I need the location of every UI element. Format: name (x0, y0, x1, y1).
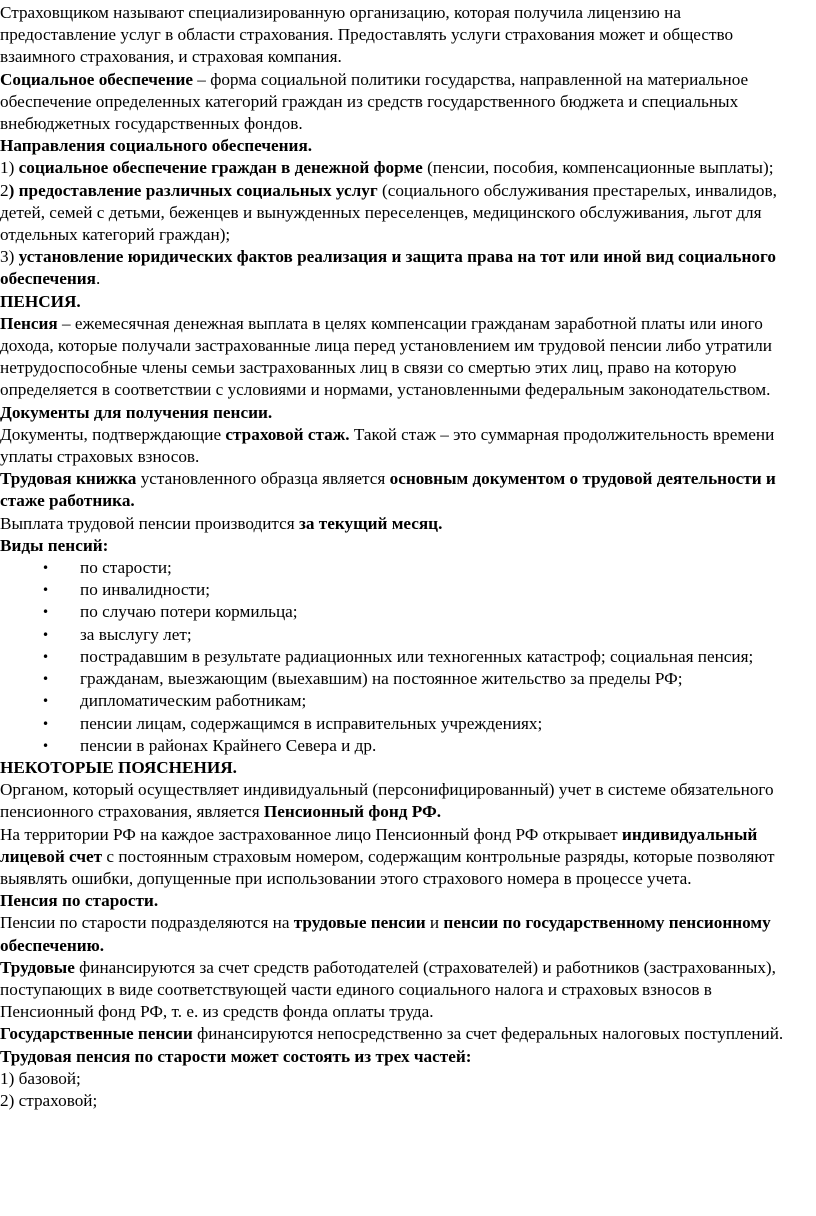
list-item: • по старости; (80, 557, 796, 579)
definition-text: – ежемесячная денежная выплата в целях компенсации гражданам заработной платы или иного дохода, которые получали застрахованные лица перед установлением им трудовой пенсии либо утратили нетрудоспособные члены семьи застрахованных лиц в связи со смертью этих лиц, право на которую определяется в соответствии с условиями и нормами, установленными федеральным законодательством. (0, 313, 772, 400)
list-item: • за выслугу лет; (80, 624, 796, 646)
term-social-security: Социальное обеспечение (0, 69, 193, 89)
paragraph-work-book (0, 468, 796, 512)
text: Такой стаж – это суммарная продолжительность времени уплаты страховых взносов. (0, 424, 775, 467)
paragraph-labour-financing (0, 957, 796, 1024)
term-personal-account: индивидуальный лицевой счет (0, 824, 758, 866)
direction-item-2 (0, 180, 796, 247)
text: с постоянным страховым номером, содержащим контрольные разряды, которые позволяют выявлять ошибки, допущенные при использовании этого страхового номера в процессе учета. (0, 846, 775, 888)
direction-item-3 (0, 246, 796, 290)
definition-text: – форма социальной политики государства, направленной на материальное обеспечение определенных категорий граждан из средств государственного бюджета и специальных внебюджетных государственных фондов. (0, 69, 749, 134)
list-item: • по случаю потери кормильца; (80, 601, 796, 623)
pension-types-list (0, 557, 796, 757)
text: финансируются за счет средств работодателей (страхователей) и работников (застрахованных), поступающих в виде соответствующей части единого социального налога и страховых взносов в Пенсионный фонд РФ, т. е. из средств фонда оплаты труда. (0, 957, 776, 1022)
text: На территории РФ на каждое застрахованное лицо Пенсионный фонд РФ открывает (0, 824, 622, 844)
direction-text: (пенсии, пособия, компенсационные выплаты); (422, 158, 774, 178)
part-item-2: 2) страховой; (0, 1090, 98, 1110)
paragraph-social-security (0, 69, 796, 136)
term-main-document: основным документом о трудовой деятельности и стаже работника. (0, 469, 776, 511)
term-pension: Пенсия (0, 313, 58, 333)
list-item: • по инвалидности; (80, 579, 796, 601)
paragraph-documents (0, 424, 796, 468)
term-labour: Трудовые (0, 957, 75, 977)
term-labour-pensions: трудовые пенсии (293, 913, 426, 933)
list-item: • гражданам, выезжающим (выехавшим) на постоянное жительство за пределы РФ; (80, 668, 796, 690)
term-current-month: за текущий месяц. (298, 513, 443, 533)
paragraph-pension-definition (0, 313, 796, 402)
heading-old-age-pension: Пенсия по старости. (0, 891, 159, 911)
direction-title: социальное обеспечение граждан в денежной форме (18, 158, 423, 178)
heading-documents: Документы для получения пенсии. (0, 402, 273, 422)
paragraph-payment (0, 513, 796, 535)
list-item: • пенсии лицам, содержащимся в исправительных учреждениях; (80, 713, 796, 735)
text: Выплата трудовой пенсии производится (0, 513, 299, 533)
text: финансируются непосредственно за счет федеральных налоговых поступлений. (192, 1024, 784, 1044)
term-state-pensions: Государственные пенсии (0, 1024, 193, 1044)
direction-title: ) предоставление различных социальных услуг (8, 180, 378, 200)
text: Органом, который осуществляет индивидуальный (персонифицированный) учет в системе обязательного пенсионного страхования, является (0, 780, 774, 822)
text: установленного образца является (136, 469, 390, 489)
term-insurance-record: страховой стаж. (225, 424, 350, 444)
text: Пенсии по старости подразделяются на (0, 913, 294, 933)
term-pension-fund: Пенсионный фонд РФ. (263, 802, 442, 822)
heading-notes: НЕКОТОРЫЕ ПОЯСНЕНИЯ. (0, 757, 237, 777)
heading-pension-parts: Трудовая пенсия по старости может состоять из трех частей: (0, 1046, 472, 1066)
direction-item-1 (0, 157, 796, 179)
item-number: 3) (0, 247, 19, 267)
heading-pension-types: Виды пенсий: (0, 535, 109, 555)
direction-text: (социального обслуживания престарелых, инвалидов, детей, семей с детьми, беженцев и вынужденных переселенцев, медицинского обслуживания, льгот для отдельных категорий граждан); (0, 180, 777, 245)
heading-directions: Направления социального обеспечения. (0, 136, 313, 156)
direction-text: . (95, 269, 101, 289)
text: и (425, 913, 444, 933)
paragraph-state-financing (0, 1023, 796, 1045)
paragraph-personal-account (0, 824, 796, 891)
list-item: • дипломатическим работникам; (80, 690, 796, 712)
term-work-book: Трудовая книжка (0, 469, 137, 489)
list-item: • пострадавшим в результате радиационных или техногенных катастроф; социальная пенсия; (80, 646, 796, 668)
paragraph-accounting-organ (0, 779, 796, 823)
direction-title: установление юридических фактов реализация и защита права на тот или иной вид социального обеспечения (0, 247, 776, 289)
item-number: 2 (0, 180, 9, 200)
list-item: • пенсии в районах Крайнего Севера и др. (80, 735, 796, 757)
paragraph-old-age-division (0, 912, 796, 956)
term-state-pensions: пенсии по государственному пенсионному обеспечению. (0, 913, 771, 955)
heading-pension: ПЕНСИЯ. (0, 291, 81, 311)
paragraph-insurer: Страховщиком называют специализированную организацию, которая получила лицензию на предоставление услуг в области страхования. Предоставлять услуги страхования может и общество взаимного страхования, и страховая компания. (0, 3, 734, 67)
part-item-1: 1) базовой; (0, 1068, 81, 1088)
text: Документы, подтверждающие (0, 424, 226, 444)
item-number: 1) (0, 158, 19, 178)
